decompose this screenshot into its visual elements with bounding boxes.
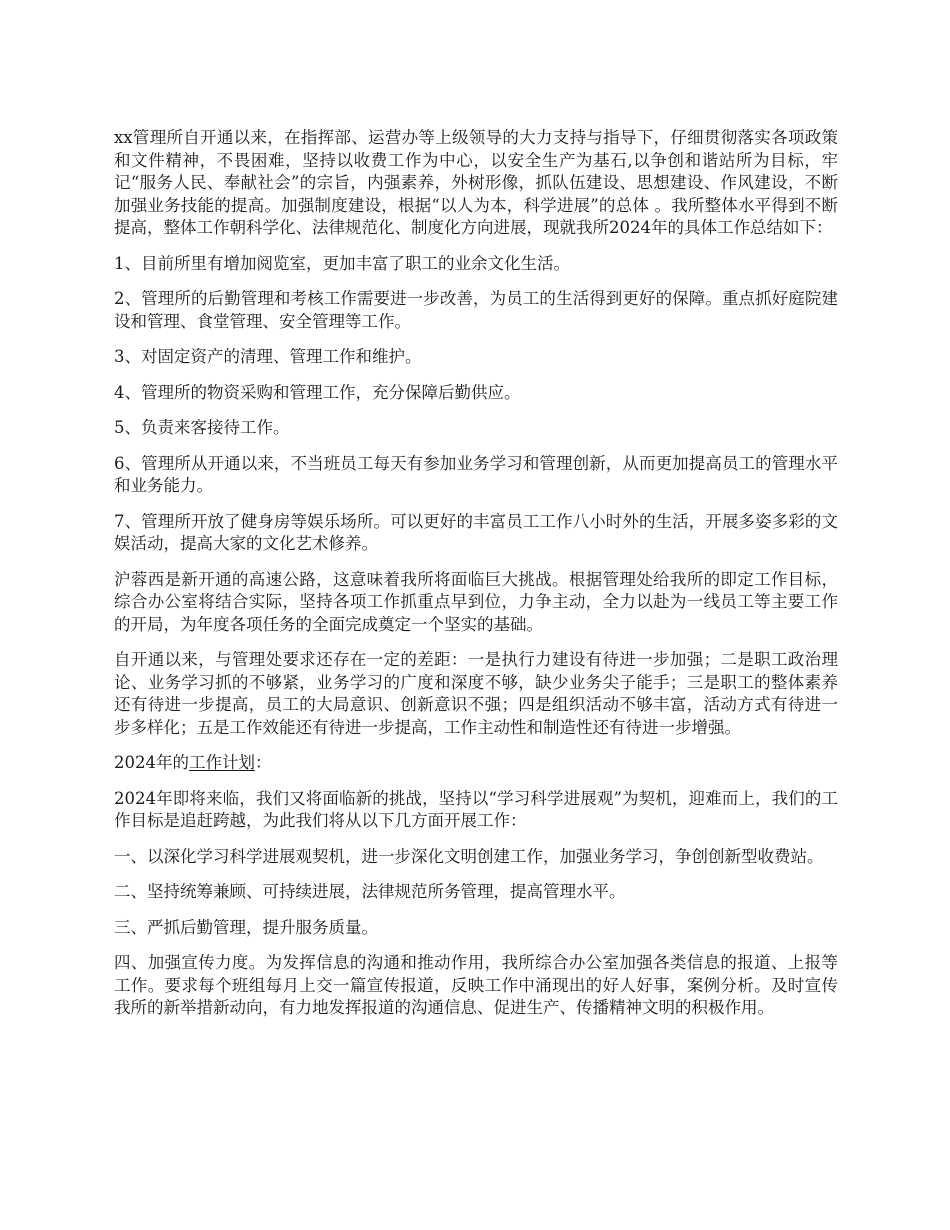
list-item-3: 3、对固定资产的清理、管理工作和维护。: [114, 347, 422, 366]
list-item-1: 1、目前所里有增加阅览室，更加丰富了职工的业余文化生活。: [114, 253, 570, 273]
plan-item-1: 一、以深化学习科学进展观契机，进一步深化文明创建工作，加强业务学习，争创创新型收费站。: [114, 846, 824, 866]
plan-item-3: 三、严抓后勤管理，提升服务质量。: [114, 917, 378, 937]
plan-heading: [114, 752, 838, 775]
list-item-2: 2、管理所的后勤管理和考核工作需要进一步改善，为员工的生活得到更好的保障。重点抓好庭院建设和管理、食堂管理、安全管理等工作。: [114, 289, 838, 331]
list-item-7: 7、管理所开放了健身房等娱乐场所。可以更好的丰富员工工作八小时外的生活，开展多姿多彩的文娱活动，提高大家的文化艺术修养。: [114, 511, 838, 553]
plan-heading-suffix: ：: [255, 753, 272, 772]
intro-paragraph: xx管理所自开通以来，在指挥部、运营办等上级领导的大力支持与指导下，仔细贯彻落实各项政策和文件精神，不畏困难，坚持以收费工作为中心，以安全生产为基石,以争创和谐站所为目标，牢记“服务人民、奉献社会”的宗旨，内强素养，外树形像，抓队伍建设、思想建设、作风建设，不断加强业务技能的提高。加强制度建设，根据“以人为本，科学进展”的总体 。我所整体水平得到不断提高，整体工作朝科学化、法律规范化、制度化方向进展，现就我所2024年的具体工作总结如下：: [114, 128, 838, 237]
list-item-5: 5、负责来客接待工作。: [114, 418, 290, 437]
plan-item-2: 二、坚持统筹兼顾、可持续进展，法律规范所务管理，提高管理水平。: [114, 882, 626, 901]
plan-item-4: 四、加强宣传力度。为发挥信息的沟通和推动作用，我所综合办公室加强各类信息的报道、上报等工作。要求每个班组每月上交一篇宣传报道，反映工作中涌现出的好人好事，案例分析。及时宣传我所的新举措新动向，有力地发挥报道的沟通信息、促进生产、传播精神文明的积极作用。: [114, 953, 838, 1017]
plan-heading-prefix: 2024年的: [114, 753, 189, 772]
plan-intro-paragraph: 2024年即将来临，我们又将面临新的挑战，坚持以“学习科学进展观”为契机，迎难而上，我们的工作目标是追赶跨越，为此我们将从以下几方面开展工作：: [114, 788, 838, 830]
list-item-6: 6、管理所从开通以来，不当班员工每天有参加业务学习和管理创新，从而更加提高员工的管理水平和业务能力。: [114, 453, 838, 495]
list-item-4: 4、管理所的物资采购和管理工作，充分保障后勤供应。: [114, 382, 521, 402]
work-plan-link[interactable]: 工作计划: [189, 753, 255, 772]
document-body: [114, 127, 838, 1033]
gaps-paragraph: 自开通以来，与管理处要求还存在一定的差距：一是执行力建设有待进一步加强；二是职工政治理论、业务学习抓的不够紧，业务学习的广度和深度不够，缺少业务尖子能手；三是职工的整体素养还有待进一步提高，员工的大局意识、创新意识不强；四是组织活动不够丰富，活动方式有待进一步多样化；五是工作效能还有待进一步提高，工作主动性和制造性还有待进一步增强。: [114, 650, 838, 737]
challenge-paragraph: 沪蓉西是新开通的高速公路，这意味着我所将面临巨大挑战。根据管理处给我所的即定工作目标，综合办公室将结合实际，坚持各项工作抓重点早到位，力争主动，全力以赴为一线员工等主要工作的开局，为年度各项任务的全面完成奠定一个坚实的基础。: [114, 569, 838, 634]
